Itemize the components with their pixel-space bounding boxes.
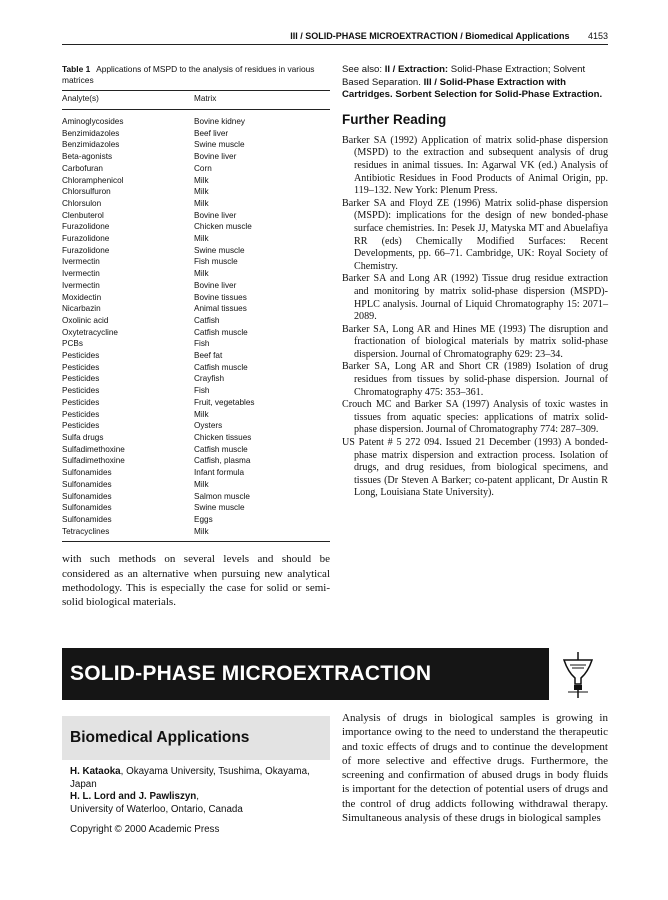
table-row [62,397,330,409]
table-row [62,110,330,128]
table-row [62,338,330,350]
matrix-cell: Catfish [194,315,220,325]
table-row [62,186,330,198]
left-continuation-paragraph: with such methods on several levels and should be considered as an alternative when pursuing new analytical methodology. This is especially the case for solid or semi-solid biological materials. [62,553,330,608]
reference-item: Barker SA, Long AR and Hines ME (1993) The disruption and fractionation of biological materials by matrix solid-phase dispersion. Journal of Chromatography 629: 23–34. [342,323,608,360]
column-header-matrix: Matrix [194,91,330,110]
matrix-cell: Milk [194,269,209,279]
intro-paragraph: Analysis of drugs in biological samples is growing in importance owing to the need to understand the therapeutic and toxic effects of drugs and to continue the development of more selective and effective drugs. Furthermore, the screening and confirmation of abused drugs in body fluids is important for the detection of potential users of drugs and the control of drug addicts following withdrawal therapy. Simultaneous analysis of these drugs in biological samples [342,712,608,825]
table-row [62,444,330,456]
matrix-cell: Bovine liver [194,210,237,220]
matrix-cell: Bovine liver [194,280,237,290]
matrix-cell: Swine muscle [194,503,245,513]
matrix-cell: Beef liver [194,128,229,138]
matrix-cell: Catfish, plasma [194,456,251,466]
matrix-cell: Milk [194,198,209,208]
table-row [62,233,330,245]
table-row [62,467,330,479]
matrix-cell: Chicken tissues [194,432,252,442]
table-row [62,280,330,292]
analyte-cell: Pesticides [62,351,100,361]
analyte-cell: Ivermectin [62,269,100,279]
reference-item: Barker SA and Floyd ZE (1996) Matrix solid-phase dispersion (MSPD): implications for the design of new bonded-phase surface chemistries. In: Pesek JJ, Matyska MT and Abuelafiya RR (eds) Chemically Modified Surfaces: Recent Developments, pp. 66–71. Cambridge, UK: Royal Society of Chemistry. [342,197,608,272]
analyte-cell: Pesticides [62,374,100,384]
analyte-cell: Sulfadimethoxine [62,456,125,466]
mspd-table [62,90,330,542]
copyright: Copyright © 2000 Academic Press [70,824,220,836]
matrix-cell: Bovine kidney [194,117,245,126]
table-label: Table 1 [62,64,91,74]
reference-item: Barker SA (1992) Application of matrix solid-phase dispersion (MSPD) to the extraction and subsequent analysis of drug residues in animal tissues. In: Agarwal VK (ed.) Analysis of Antibiotic Residues in Food Products of Animal Origin, pp. 119–132. New York: Plenum Press. [342,134,608,197]
matrix-cell: Milk [194,479,209,489]
table-body [62,110,330,542]
analyte-cell: Sulfonamides [62,503,112,513]
matrix-cell: Swine muscle [194,245,245,255]
matrix-cell: Milk [194,234,209,244]
analyte-cell: Chloramphenicol [62,175,124,185]
banner-title: SOLID-PHASE MICROEXTRACTION [70,662,432,685]
analyte-cell: PCBs [62,339,83,349]
table-row [62,303,330,315]
matrix-cell: Milk [194,409,209,419]
table-row [62,327,330,339]
author2-name: H. L. Lord and J. Pawliszyn [70,791,197,803]
analyte-cell: Ivermectin [62,257,100,267]
matrix-cell: Fish muscle [194,257,238,267]
author1-affiliation: , Okayama University, Tsushima, Okayama, Japan [70,766,310,790]
matrix-cell: Eggs [194,514,213,524]
table-row [62,245,330,257]
running-header [62,30,608,45]
running-header-title: III / SOLID-PHASE MICROEXTRACTION / Biomedical Applications [290,31,570,41]
analyte-cell: Sulfonamides [62,479,112,489]
analyte-cell: Aminoglycosides [62,117,124,126]
right-column [342,64,608,500]
matrix-cell: Milk [194,187,209,197]
table-row [62,455,330,467]
page-number: 4153 [587,31,608,41]
authors-block [70,766,330,837]
table-row [62,526,330,542]
table-row [62,210,330,222]
author2 [70,791,330,804]
table-row [62,151,330,163]
matrix-cell: Catfish muscle [194,362,248,372]
table-row [62,514,330,526]
table-row [62,128,330,140]
matrix-cell: Fish [194,339,210,349]
analyte-cell: Clenbuterol [62,210,104,220]
matrix-cell: Crayfish [194,374,225,384]
matrix-cell: Catfish muscle [194,444,248,454]
reference-item: Barker SA, Long AR and Short CR (1989) Isolation of drug residues from tissues by solid-phase dispersion. Journal of Chromatography 475: 353–361. [342,361,608,398]
analyte-cell: Beta-agonists [62,152,113,162]
table-row [62,292,330,304]
table-row [62,350,330,362]
analyte-cell: Pesticides [62,397,100,407]
matrix-cell: Infant formula [194,468,245,478]
column-header-analyte: Analyte(s) [62,91,194,110]
table-row [62,139,330,151]
see-also-ref2-bold[interactable]: III / Solid-Phase Extraction with Cartridges. Sorbent Selection for Solid-Phase Extraction. [342,76,603,101]
analyte-cell: Benzimidazoles [62,128,120,138]
author2-affiliation: , [196,791,200,803]
analyte-cell: Pesticides [62,386,100,396]
analyte-cell: Moxidectin [62,292,102,302]
table-row [62,198,330,210]
see-also-ref1-text[interactable]: Solid-Phase Extraction; Solvent Based Separation. [342,64,586,88]
analyte-cell: Furazolidone [62,222,110,232]
table-row [62,491,330,503]
analyte-cell: Oxytetracycline [62,327,118,337]
analyte-cell: Nicarbazin [62,304,101,314]
matrix-cell: Fish [194,386,210,396]
table-row [62,315,330,327]
table-row [62,256,330,268]
table-row [62,163,330,175]
funnel-icon [548,648,608,700]
matrix-cell: Animal tissues [194,304,247,314]
table-header-row [62,91,330,110]
table-row [62,479,330,491]
analyte-cell: Pesticides [62,421,100,431]
matrix-cell: Bovine tissues [194,292,247,302]
analyte-cell: Chlorsulon [62,198,102,208]
table-row [62,420,330,432]
table-row [62,385,330,397]
analyte-cell: Sulfa drugs [62,432,104,442]
table-row [62,362,330,374]
analyte-cell: Chlorsulfuron [62,187,111,197]
analyte-cell: Sulfadimethoxine [62,444,125,454]
analyte-cell: Sulfonamides [62,491,112,501]
table-row [62,432,330,444]
matrix-cell: Oysters [194,421,223,431]
matrix-cell: Milk [194,526,330,542]
author1 [70,766,330,791]
reference-item: US Patent # 5 272 094. Issued 21 December (1993) A bonded-phase matrix dispersion and extraction process. Isolation of drugs, and drug residues, from biological specimens, and tissues (Dr Steven A Barker; co-patent applicant, Dr Austin R Long, Louisiana State University). [342,437,608,499]
reference-list [342,135,608,500]
subsection-box [62,716,330,760]
section-banner [62,648,608,700]
see-also [342,64,608,102]
matrix-cell: Milk [194,175,209,185]
analyte-cell: Benzimidazoles [62,140,120,150]
see-also-label: See also: [342,64,383,75]
analyte-cell: Sulfonamides [62,468,112,478]
further-reading-heading: Further Reading [342,111,447,127]
analyte-cell: Oxolinic acid [62,315,109,325]
author2-affiliation-line2: University of Waterloo, Ontario, Canada [70,803,243,815]
author1-name: H. Kataoka [70,766,121,777]
analyte-cell: Furazolidone [62,234,110,244]
reference-item: Barker SA and Long AR (1992) Tissue drug residue extraction and monitoring by matrix solid-phase dispersion (MSPD)-HPLC analysis. Journal of Liquid Chromatography 15: 2071–2089. [342,273,608,323]
table-row [62,221,330,233]
analyte-cell: Furazolidone [62,245,110,255]
analyte-cell: Pesticides [62,409,100,419]
matrix-cell: Bovine liver [194,152,237,162]
see-also-ref1-bold[interactable]: II / Extraction: [384,64,449,75]
subsection-title: Biomedical Applications [70,729,250,746]
left-column [62,64,330,609]
analyte-cell: Sulfonamides [62,514,112,524]
reference-item: Crouch MC and Barker SA (1997) Analysis of toxic wastes in tissues from aquatic species: applications of matrix solid-phase dispersion. Journal of Chromatography 774: 287–309. [342,399,608,436]
analyte-cell: Ivermectin [62,280,100,290]
table-caption [62,64,330,86]
matrix-cell: Corn [194,163,212,173]
table-row [62,175,330,187]
table-row [62,373,330,385]
matrix-cell: Fruit, vegetables [194,397,255,407]
analyte-cell: Pesticides [62,362,100,372]
table-caption-text: Applications of MSPD to the analysis of residues in various matrices [62,64,315,85]
analyte-cell: Tetracyclines [62,526,194,542]
matrix-cell: Swine muscle [194,140,245,150]
matrix-cell: Salmon muscle [194,491,250,501]
table-row [62,268,330,280]
matrix-cell: Catfish muscle [194,327,248,337]
table-row [62,409,330,421]
matrix-cell: Chicken muscle [194,222,252,232]
matrix-cell: Beef fat [194,351,223,361]
table-row [62,502,330,514]
analyte-cell: Carbofuran [62,163,103,173]
